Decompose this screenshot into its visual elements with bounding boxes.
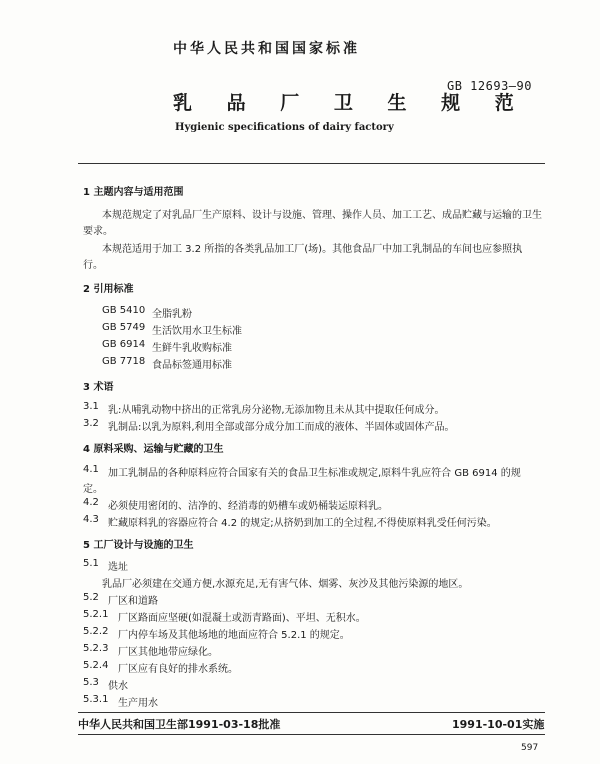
standard-number: GB 12693—90 bbox=[447, 79, 532, 93]
footer-bottom-divider bbox=[78, 734, 545, 735]
section-1-para-1: 本规范规定了对乳品厂生产原料、设计与设施、管理、操作人员、加工工艺、成品贮藏与运输的卫生 bbox=[102, 210, 542, 221]
clause-text: 必须使用密闭的、洁净的、经消毒的奶槽车或奶桶装运原料乳。 bbox=[108, 501, 388, 512]
document-title: 乳 品 厂 卫 生 规 范 bbox=[173, 92, 528, 114]
clause-text: 供水 bbox=[108, 681, 128, 692]
clause-number: 5.2.4 bbox=[83, 660, 109, 671]
reference-code: GB 6914 bbox=[102, 339, 146, 350]
section-4-heading: 4 原料采购、运输与贮藏的卫生 bbox=[83, 444, 224, 455]
reference-code: GB 5410 bbox=[102, 305, 146, 316]
header-divider bbox=[78, 163, 545, 164]
clause-text: 加工乳制品的各种原料应符合国家有关的食品卫生标准或规定,原料牛乳应符合 GB 6914 的规 bbox=[108, 468, 521, 479]
approval-line: 中华人民共和国卫生部1991-03-18批准 bbox=[78, 718, 281, 731]
page-number: 597 bbox=[521, 743, 539, 753]
clause-text: 厂区路面应坚硬(如混凝土或沥青路面)、平坦、无积水。 bbox=[118, 613, 366, 624]
clause-number: 5.3.1 bbox=[83, 694, 109, 705]
clause-number: 5.2.1 bbox=[83, 609, 109, 620]
clause-number: 4.2 bbox=[83, 497, 99, 508]
clause-number: 4.1 bbox=[83, 464, 99, 475]
clause-text: 厂区和道路 bbox=[108, 596, 158, 607]
clause-text: 生产用水 bbox=[118, 698, 158, 709]
clause-text: 厂内停车场及其他场地的地面应符合 5.2.1 的规定。 bbox=[118, 630, 350, 641]
section-1-para-2: 本规范适用于加工 3.2 所指的各类乳品加工厂(场)。其他食品厂中加工乳制品的车间也应参照执 bbox=[102, 244, 523, 255]
clause-text: 乳:从哺乳动物中挤出的正常乳房分泌物,无添加物且未从其中提取任何成分。 bbox=[108, 405, 445, 416]
clause-paragraph: 乳品厂必须建在交通方便,水源充足,无有害气体、烟雾、灰沙及其他污染源的地区。 bbox=[102, 579, 469, 590]
effective-date: 1991-10-01实施 bbox=[452, 718, 545, 731]
clause-text: 乳制品:以乳为原料,利用全部或部分成分加工而成的液体、半固体或固体产品。 bbox=[108, 422, 455, 433]
clause-number: 3.1 bbox=[83, 401, 99, 412]
section-1-para-1-cont: 要求。 bbox=[83, 226, 113, 237]
section-2-heading: 2 引用标准 bbox=[83, 284, 134, 295]
reference-name: 生活饮用水卫生标准 bbox=[152, 326, 242, 337]
reference-name: 生鲜牛乳收购标准 bbox=[152, 343, 232, 354]
clause-number: 3.2 bbox=[83, 418, 99, 429]
clause-number: 5.2.3 bbox=[83, 643, 109, 654]
clause-number: 5.2 bbox=[83, 592, 99, 603]
clause-number: 4.3 bbox=[83, 514, 99, 525]
clause-number: 5.2.2 bbox=[83, 626, 109, 637]
clause-text: 厂区其他地带应绿化。 bbox=[118, 647, 218, 658]
section-3-heading: 3 术语 bbox=[83, 382, 114, 393]
reference-code: GB 5749 bbox=[102, 322, 146, 333]
reference-name: 全脂乳粉 bbox=[152, 309, 192, 320]
national-standard-heading: 中华人民共和国国家标准 bbox=[173, 41, 360, 57]
clause-text-cont: 定。 bbox=[83, 484, 103, 495]
clause-number: 5.3 bbox=[83, 677, 99, 688]
section-5-heading: 5 工厂设计与设施的卫生 bbox=[83, 540, 194, 551]
english-title: Hygienic specifications of dairy factory bbox=[175, 122, 394, 133]
clause-number: 5.1 bbox=[83, 558, 99, 569]
clause-text: 选址 bbox=[108, 562, 128, 573]
clause-text: 厂区应有良好的排水系统。 bbox=[118, 664, 238, 675]
section-1-para-2-cont: 行。 bbox=[83, 260, 103, 271]
footer-divider bbox=[78, 712, 545, 713]
clause-text: 贮藏原料乳的容器应符合 4.2 的规定;从挤奶到加工的全过程,不得使原料乳受任何污染。 bbox=[108, 518, 497, 529]
reference-name: 食品标签通用标准 bbox=[152, 360, 232, 371]
section-1-heading: 1 主题内容与适用范围 bbox=[83, 187, 184, 198]
reference-code: GB 7718 bbox=[102, 356, 146, 367]
